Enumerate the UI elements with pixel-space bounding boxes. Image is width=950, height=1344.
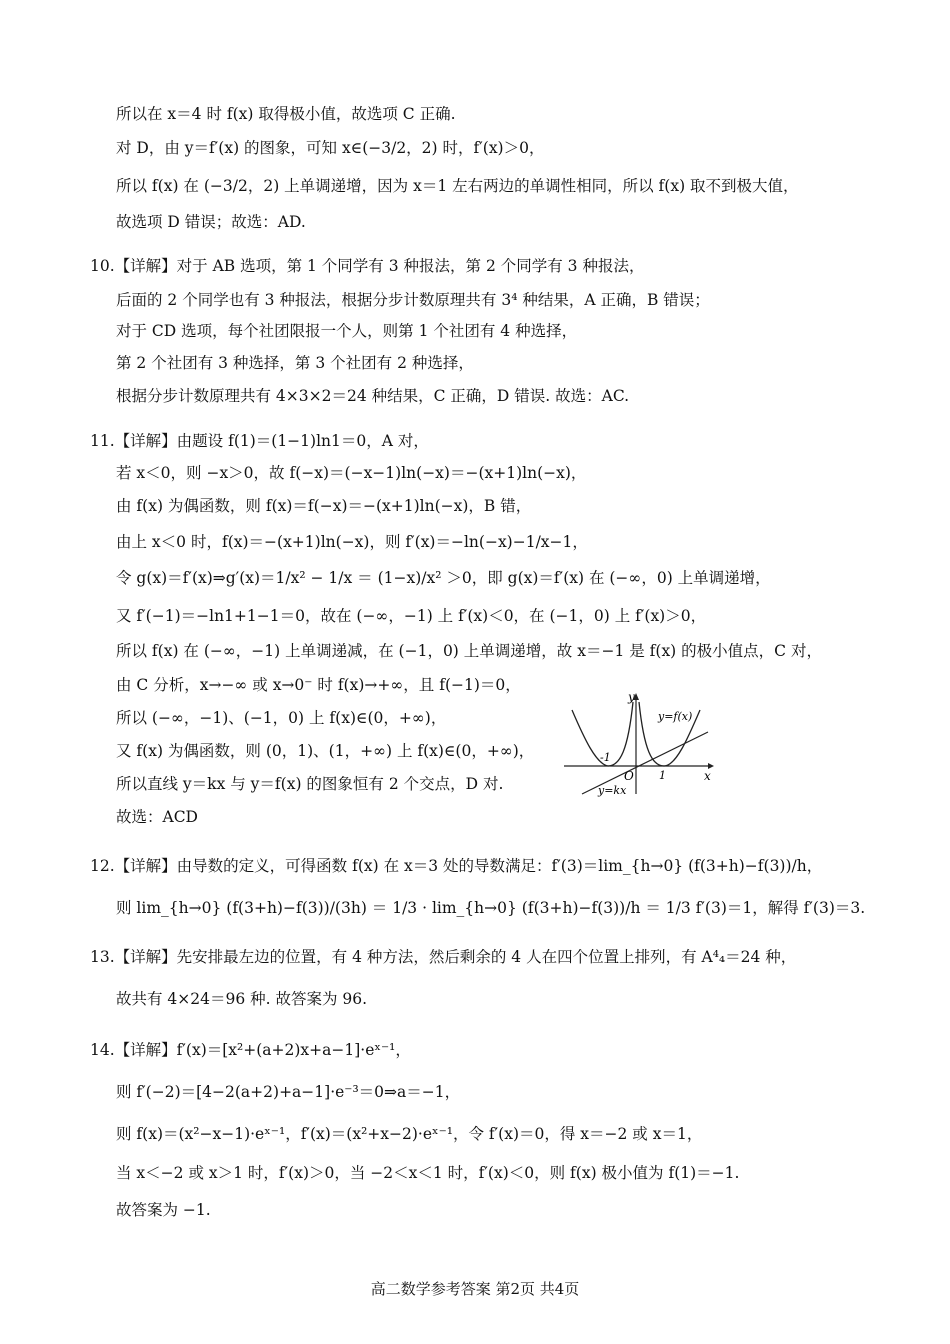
answer-13: 13.【详解】先安排最左边的位置，有 4 种方法，然后剩余的 4 人在四个位置上排列，有 A⁴₄＝24 种， xyxy=(90,948,797,966)
text-line: 所以 f(x) 在 (−3/2，2) 上单调递增，因为 x＝1 左右两边的单调性相同，所以 f(x) 取不到极大值， xyxy=(116,177,799,195)
text-line: 由上 x＜0 时，f(x)＝−(x+1)ln(−x)，则 f′(x)＝−ln(−x)−1/x−1， xyxy=(116,533,588,551)
text-line: 故选：ACD xyxy=(116,808,198,826)
text-line: 后面的 2 个同学也有 3 种报法，根据分步计数原理共有 3⁴ 种结果，A 正确，B 错误； xyxy=(116,291,710,309)
tick-pos-one: 1 xyxy=(659,769,666,782)
text-line: 则 f(x)＝(x²−x−1)·eˣ⁻¹，f′(x)＝(x²+x−2)·eˣ⁻¹，令 f′(x)＝0，得 x＝−2 或 x＝1， xyxy=(116,1125,703,1143)
text-line: 所以直线 y＝kx 与 y＝f(x) 的图象恒有 2 个交点，D 对. xyxy=(116,775,504,793)
curve-label: y=f(x) xyxy=(658,710,693,723)
text-line: 故共有 4×24＝96 种. 故答案为 96. xyxy=(116,990,368,1008)
text-line: 所以 (−∞，−1)、(−1，0) 上 f(x)∈(0，+∞)， xyxy=(116,709,447,727)
text-line: 第 2 个社团有 3 种选择，第 3 个社团有 2 种选择， xyxy=(116,354,474,372)
text-line: 则 lim_{h→0} (f(3+h)−f(3))/(3h) ＝ 1/3 · lim_{h→0} (f(3+h)−f(3))/h ＝ 1/3 f′(3)＝1，解得 f′(3)＝3. xyxy=(116,899,866,917)
text-line: 所以在 x＝4 时 f(x) 取得极小值，故选项 C 正确. xyxy=(116,105,456,123)
answer-11: 11.【详解】由题设 f(1)＝(1−1)ln1＝0，A 对， xyxy=(90,432,429,450)
text-line: 对于 CD 选项，每个社团限报一个人，则第 1 个社团有 4 种选择， xyxy=(116,322,578,340)
text-line: 所以 f(x) 在 (−∞，−1) 上单调递减，在 (−1，0) 上单调递增，故 x＝−1 是 f(x) 的极小值点，C 对， xyxy=(116,642,822,660)
answer-12: 12.【详解】由导数的定义，可得函数 f(x) 在 x＝3 处的导数满足：f′(3)＝lim_{h→0} (f(3+h)−f(3))/h， xyxy=(90,857,823,875)
answer-14: 14.【详解】f′(x)＝[x²+(a+2)x+a−1]·eˣ⁻¹， xyxy=(90,1041,411,1059)
tick-neg-one: -1 xyxy=(600,751,611,764)
page-footer: 高二数学参考答案 第2页 共4页 xyxy=(370,1280,580,1298)
text-line: 由 f(x) 为偶函数，则 f(x)＝f(−x)＝−(x+1)ln(−x)，B 错， xyxy=(116,497,532,515)
y-axis-label: y xyxy=(628,690,635,704)
origin-label: O xyxy=(624,769,634,783)
text-line: 当 x＜−2 或 x＞1 时，f′(x)＞0，当 −2＜x＜1 时，f′(x)＜0，则 f(x) 极小值为 f(1)＝−1. xyxy=(116,1164,740,1182)
function-graph xyxy=(560,688,720,800)
text-line: 又 f(x) 为偶函数，则 (0，1)、(1，+∞) 上 f(x)∈(0，+∞)， xyxy=(116,742,535,760)
text-line: 又 f′(−1)＝−ln1+1−1＝0，故在 (−∞，−1) 上 f′(x)＜0，在 (−1，0) 上 f′(x)＞0， xyxy=(116,607,707,625)
answer-10: 10.【详解】对于 AB 选项，第 1 个同学有 3 种报法，第 2 个同学有 3 种报法， xyxy=(90,257,645,275)
text-line: 令 g(x)＝f′(x)⇒g′(x)＝1/x² − 1/x ＝ (1−x)/x² ＞0，即 g(x)＝f′(x) 在 (−∞，0) 上单调递增， xyxy=(116,569,771,587)
x-axis-label: x xyxy=(704,769,711,783)
text-line: 故选项 D 错误；故选：AD. xyxy=(116,213,306,231)
text-line: 故答案为 −1. xyxy=(116,1201,211,1219)
text-line: 根据分步计数原理共有 4×3×2＝24 种结果，C 正确，D 错误. 故选：AC. xyxy=(116,387,630,405)
text-line: 若 x＜0，则 −x＞0，故 f(−x)＝(−x−1)ln(−x)＝−(x+1)ln(−x)， xyxy=(116,464,587,482)
text-line: 对 D，由 y＝f′(x) 的图象，可知 x∈(−3/2，2) 时，f′(x)＞0， xyxy=(116,139,545,157)
line-label: y=kx xyxy=(598,784,627,797)
text-line: 由 C 分析，x→−∞ 或 x→0⁻ 时 f(x)→+∞，且 f(−1)＝0， xyxy=(116,676,521,694)
text-line: 则 f′(−2)＝[4−2(a+2)+a−1]·e⁻³＝0⇒a＝−1， xyxy=(116,1083,461,1101)
